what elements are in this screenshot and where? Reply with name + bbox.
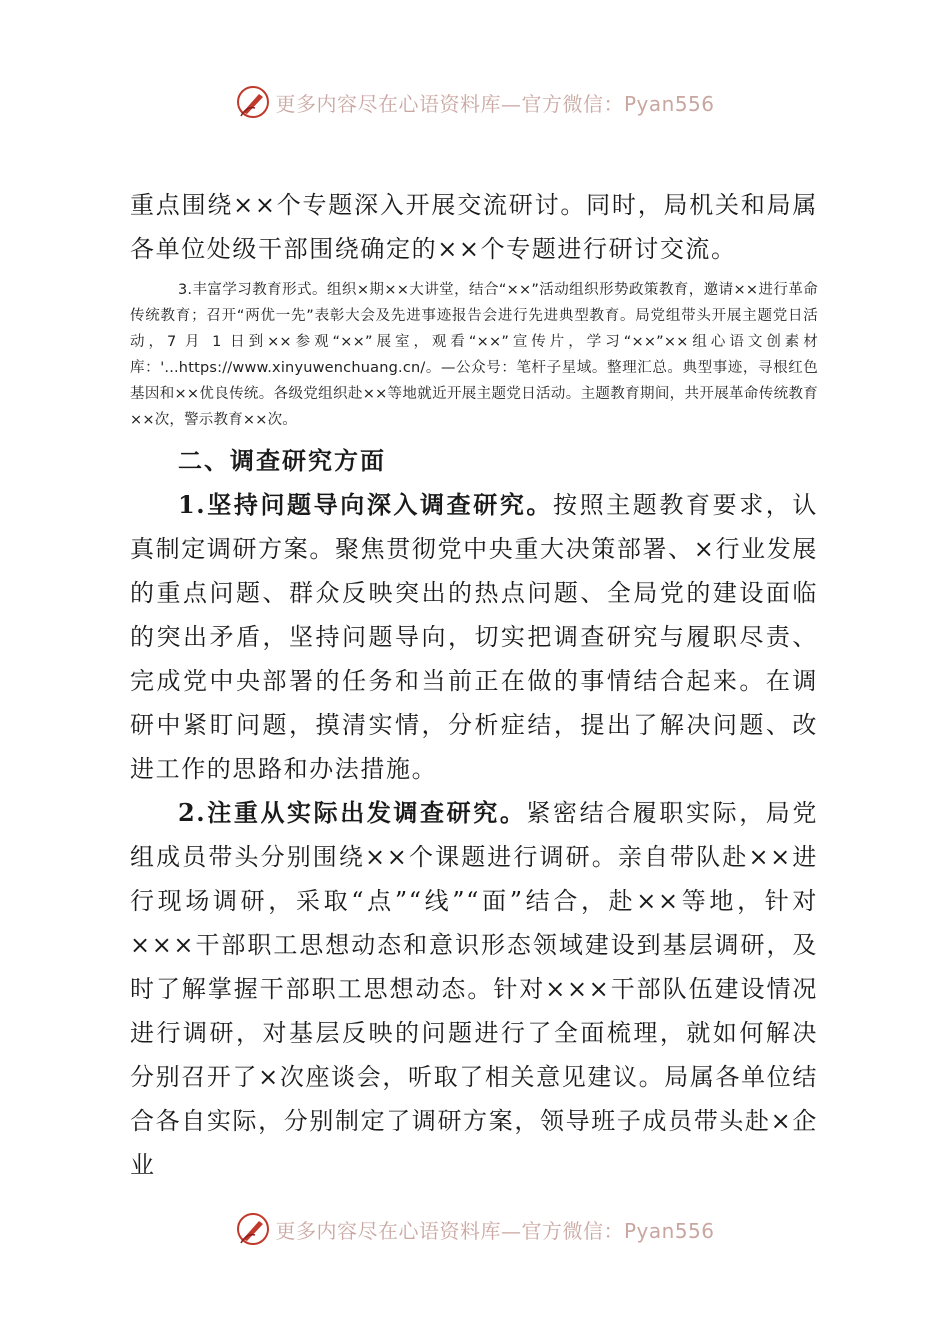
watermark-text: 更多内容尽在心语资料库—官方微信：Pyan556 [275, 1218, 715, 1243]
item-2-text: 紧密结合履职实际，局党组成员带头分别围绕××个课题进行调研。亲自带队赴××进行现场调研，采取“点”“线”“面”结合，赴××等地，针对×××干部职工思想动态和意识形态领域建设到基层调研，及时了解掌握干部职工思想动态。针对×××干部队伍建设情况进行调研，对基层反映的问题进行了全面梳理，就如何解决分别召开了×次座谈会，听取了相关意见建议。局属各单位结合各自实际，分别制定了调研方案，领导班子成员带头赴×企业 [130, 799, 818, 1179]
paragraph-item-2 [130, 791, 818, 1187]
section-heading: 二、调查研究方面 [178, 446, 386, 475]
paragraph-item-1 [130, 483, 818, 791]
watermark-banner-bottom [0, 1209, 950, 1249]
pen-logo-icon [235, 1211, 271, 1247]
paragraph-small-print: 3.丰富学习教育形式。组织×期××大讲堂，结合“××”活动组织形势政策教育，邀请××进行革命传统教育；召开“两优一先”表彰大会及先进事迹报告会进行先进典型教育。局党组带头开展主题党日活动，7 月 1 日到××参观“××”展室，观看“××”宣传片，学习“××”××组心语文创素材库：'...https://www.xinyuwenchuang.cn/。—公众号：笔杆子星域。整理汇总。典型事迹，寻根红色基因和××优良传统。各级党组织赴××等地就近开展主题党日活动。主题教育期间，共开展革命传统教育××次，警示教育××次。 [130, 282, 818, 428]
pen-logo-icon [235, 84, 271, 120]
item-1-text: 按照主题教育要求，认真制定调研方案。聚焦贯彻党中央重大决策部署、×行业发展的重点问题、群众反映突出的热点问题、全局党的建设面临的突出矛盾，坚持问题导向，切实把调查研究与履职尽责、完成党中央部署的任务和当前正在做的事情结合起来。在调研中紧盯问题，摸清实情，分析症结，提出了解决问题、改进工作的思路和办法措施。 [130, 491, 818, 783]
item-1-title: 1.坚持问题导向深入调查研究。 [178, 490, 554, 519]
watermark-banner-top [0, 82, 950, 122]
watermark-text: 更多内容尽在心语资料库—官方微信：Pyan556 [275, 91, 715, 116]
item-2-title: 2.注重从实际出发调查研究。 [178, 798, 527, 827]
paragraph-continued: 重点围绕××个专题深入开展交流研讨。同时，局机关和局属各单位处级干部围绕确定的××个专题进行研讨交流。 [130, 191, 818, 263]
document-body [130, 183, 818, 1187]
